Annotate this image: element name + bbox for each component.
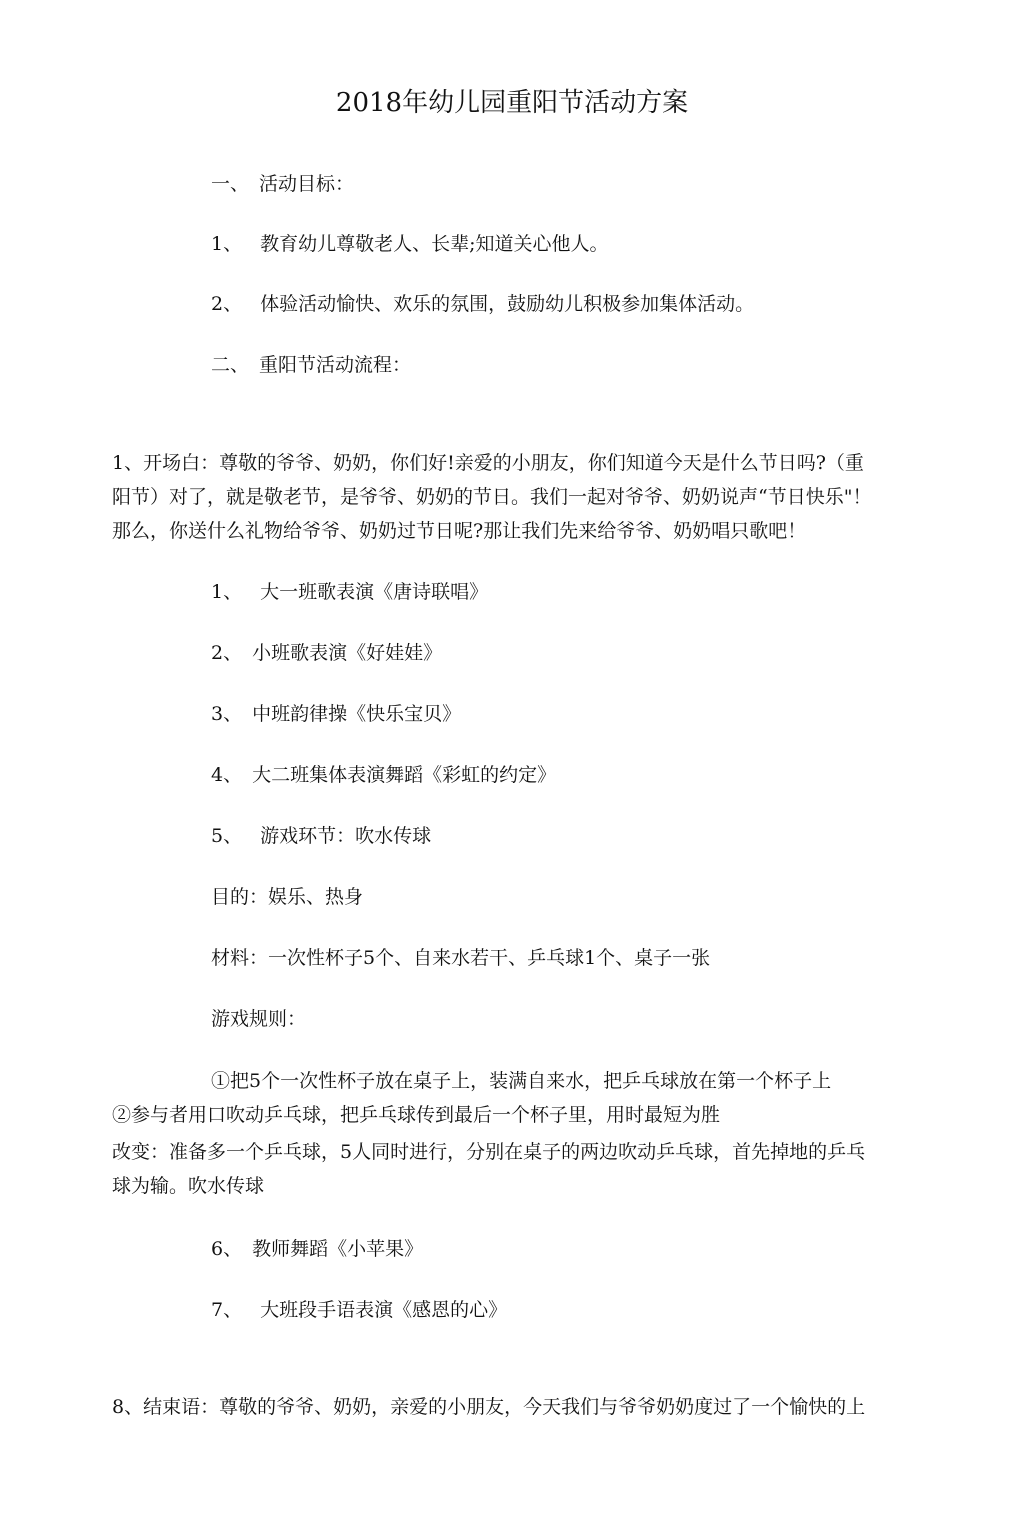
program-item-2 <box>211 641 442 665</box>
opening-line-1: 1、开场白：尊敬的爷爷、奶奶，你们好!亲爱的小朋友，你们知道今天是什么节日吗?（重 <box>112 452 864 474</box>
game-materials: 材料：一次性杯子5个、自来水若干、乒乓球1个、桌子一张 <box>211 947 711 969</box>
section-heading-goals <box>211 172 354 196</box>
opening-line-2: 阳节）对了，就是敬老节，是爷爷、奶奶的节日。我们一起对爷爷、奶奶说声“节日快乐"！ <box>112 486 872 508</box>
item-text: 大班段手语表演《感恩的心》 <box>260 1299 508 1321</box>
section-heading-flow <box>211 353 411 377</box>
program-item-3 <box>211 702 461 726</box>
item-text: 大二班集体表演舞蹈《彩虹的约定》 <box>252 764 557 786</box>
item-number: 1、 <box>211 581 243 603</box>
item-text: 教师舞蹈《小苹果》 <box>252 1238 424 1260</box>
program-item-7 <box>211 1298 507 1322</box>
item-text: 游戏环节：吹水传球 <box>260 825 432 847</box>
document-title: 2018年幼儿园重阳节活动方案 <box>335 88 689 118</box>
program-item-4 <box>211 763 556 787</box>
item-number: 1、 <box>211 233 243 255</box>
opening-line-3: 那么，你送什么礼物给爷爷、奶奶过节日呢?那让我们先来给爷爷、奶奶唱只歌吧！ <box>112 520 807 542</box>
item-number: 2、 <box>211 293 243 315</box>
item-number: 4、 <box>211 764 243 786</box>
section-text: 重阳节活动流程： <box>259 354 412 376</box>
game-rule-1: ①把5个一次性杯子放在桌子上，装满自来水，把乒乓球放在第一个杯子上 <box>211 1070 832 1092</box>
item-number: 6、 <box>211 1238 243 1260</box>
item-number: 7、 <box>211 1299 243 1321</box>
goal-item-1 <box>211 232 609 256</box>
goal-item-2 <box>211 292 754 316</box>
item-text: 体验活动愉快、欢乐的氛围，鼓励幼儿积极参加集体活动。 <box>260 293 755 315</box>
item-number: 2、 <box>211 642 243 664</box>
program-item-1 <box>211 580 488 604</box>
section-number: 二、 <box>211 354 250 376</box>
game-change-line-1: 改变：准备多一个乒乓球，5人同时进行，分别在桌子的两边吹动乒乓球，首先掉地的乒乓 <box>112 1141 866 1163</box>
item-text: 中班韵律操《快乐宝贝》 <box>252 703 462 725</box>
item-text: 教育幼儿尊敬老人、长辈;知道关心他人。 <box>260 233 609 255</box>
closing-line: 8、结束语：尊敬的爷爷、奶奶，亲爱的小朋友，今天我们与爷爷奶奶度过了一个愉快的上 <box>112 1396 866 1418</box>
section-number: 一、 <box>211 173 250 195</box>
program-item-5 <box>211 824 431 848</box>
game-rule-2: ②参与者用口吹动乒乓球，把乒乓球传到最后一个杯子里，用时最短为胜 <box>112 1104 721 1126</box>
item-number: 5、 <box>211 825 243 847</box>
game-change-line-2: 球为输。吹水传球 <box>112 1175 265 1197</box>
item-text: 大一班歌表演《唐诗联唱》 <box>260 581 489 603</box>
game-rules-label: 游戏规则： <box>211 1008 307 1030</box>
section-text: 活动目标： <box>259 173 355 195</box>
item-number: 3、 <box>211 703 243 725</box>
program-item-6 <box>211 1237 423 1261</box>
game-purpose: 目的：娱乐、热身 <box>211 886 364 908</box>
item-text: 小班歌表演《好娃娃》 <box>252 642 443 664</box>
